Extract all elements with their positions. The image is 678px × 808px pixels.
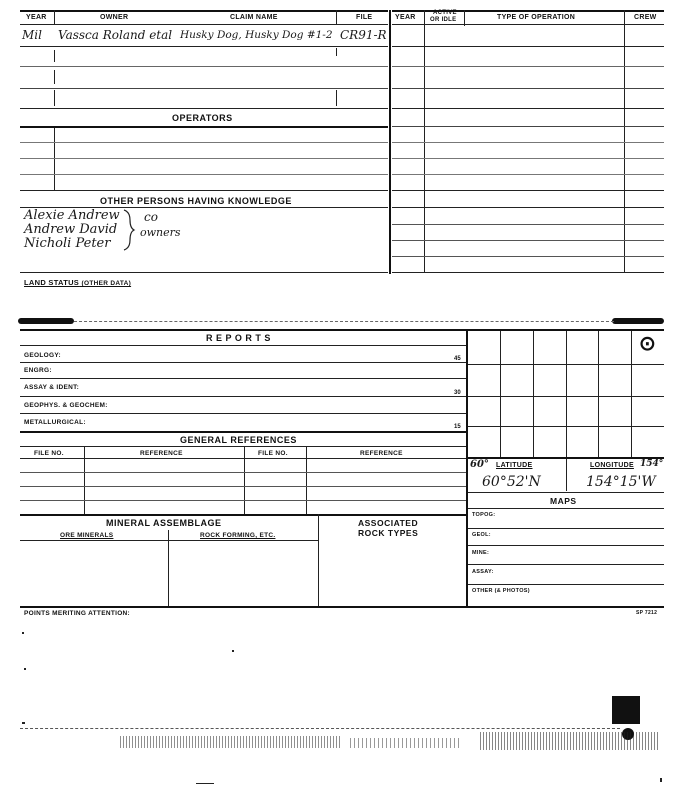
report-assay: ASSAY & IDENT: [24,384,80,391]
ref-file-no-header-1: FILE NO. [34,450,64,457]
maps-geol: GEOL: [472,532,491,538]
report-geophys: GEOPHYS. & GEOCHEM: [24,402,108,409]
latitude-prefix: 60° [470,459,489,470]
associated-rock-title-2: ROCK TYPES [358,528,419,538]
report-geology: GEOLOGY: [24,352,61,359]
associated-rock-title-1: ASSOCIATED [358,518,419,528]
claim-year: Mil [22,28,42,42]
ops-active-header: ACTIVE [433,10,457,16]
points-meriting-attention: POINTS MERITING ATTENTION: [24,610,131,617]
maps-topog: TOPOG: [472,512,496,518]
latitude-label: LATITUDE [496,462,533,469]
latitude-value: 60°52'N [482,474,541,490]
report-geology-num: 45 [454,356,461,362]
knowledge-title: OTHER PERSONS HAVING KNOWLEDGE [100,196,292,206]
mineral-title: MINERAL ASSEMBLAGE [106,518,222,528]
longitude-label: LONGITUDE [590,462,634,469]
claim-name-header: CLAIM NAME [230,14,278,21]
ore-minerals-header: ORE MINERALS [60,532,114,539]
bracket-icon [122,208,136,252]
knowledge-name-3: Nicholi Peter [24,236,111,251]
redaction-block [612,696,640,724]
claim-name: Husky Dog, Husky Dog #1-2 [180,29,333,41]
ref-file-no-header-2: FILE NO. [258,450,288,457]
maps-assay: ASSAY: [472,569,494,575]
report-metallurgical-num: 15 [454,424,461,430]
longitude-suffix: 154° [640,459,664,469]
claim-file: CR91-R [340,28,387,42]
report-metallurgical: METALLURGICAL: [24,419,86,426]
references-title: GENERAL REFERENCES [180,435,297,445]
operators-title: OPERATORS [172,113,233,123]
year-header: YEAR [26,14,47,21]
longitude-value: 154°15'W [586,474,656,490]
maps-other: OTHER (& PHOTOS) [472,588,530,594]
ops-idle-header: OR IDLE [430,17,457,23]
owner-header: OWNER [100,14,129,21]
knowledge-name-2: Andrew David [24,222,118,237]
location-circle-icon: ⊙ [639,333,656,355]
knowledge-note-co: co [144,210,158,224]
redaction-mark-left [18,318,74,324]
form-number: SP 7212 [636,610,658,616]
claim-owner: Vassca Roland etal [58,28,173,42]
ops-crew-header: CREW [634,14,657,21]
rock-forming-header: ROCK FORMING, ETC. [200,532,276,539]
ref-reference-header-1: REFERENCE [140,450,183,457]
reports-title: R E P O R T S [206,333,271,343]
maps-mine: MINE: [472,550,490,556]
file-header: FILE [356,14,373,21]
redaction-mark-right [612,318,664,324]
knowledge-name-1: Alexie Andrew [24,208,120,223]
land-status-title: LAND STATUS (OTHER DATA) [24,278,132,287]
ops-year-header: YEAR [395,14,416,21]
knowledge-note-owners: owners [140,226,181,239]
maps-title: MAPS [550,496,577,506]
report-engrg: ENGRG: [24,367,52,374]
ref-reference-header-2: REFERENCE [360,450,403,457]
ops-type-header: TYPE OF OPERATION [497,14,576,21]
report-assay-num: 30 [454,390,461,396]
